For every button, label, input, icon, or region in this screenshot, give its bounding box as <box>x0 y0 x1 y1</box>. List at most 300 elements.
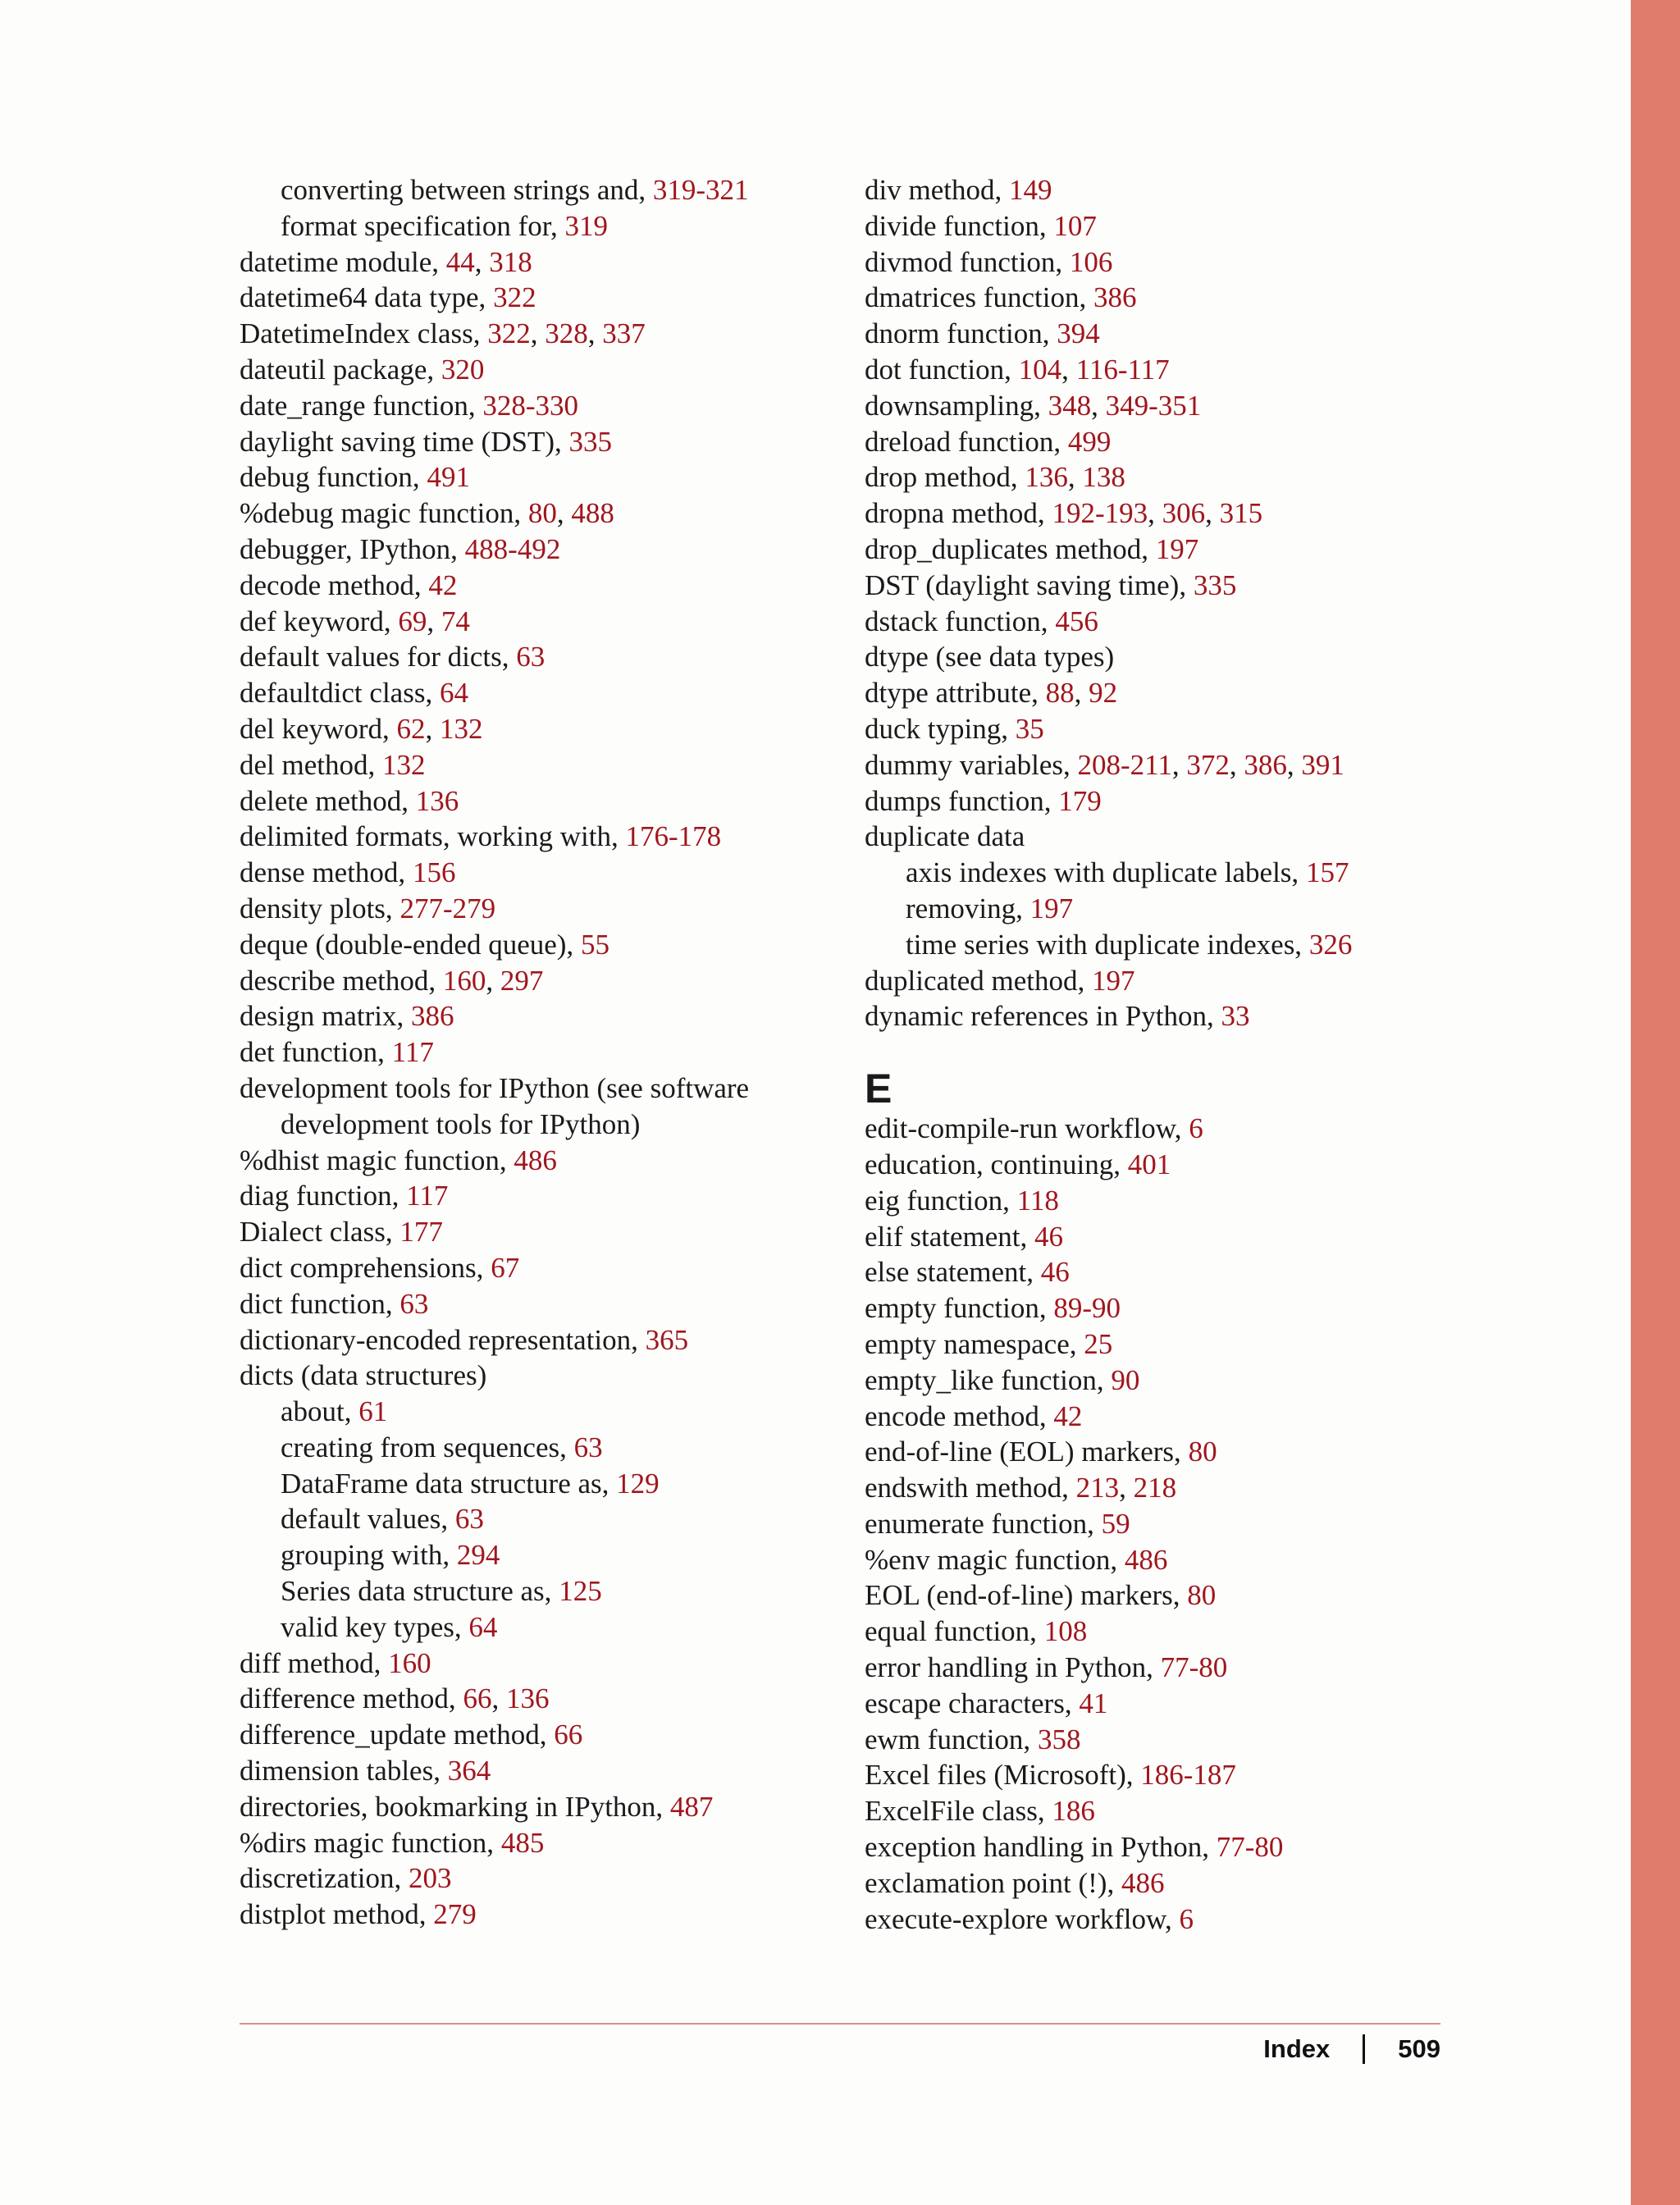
page-reference-link[interactable]: 322 <box>487 317 531 350</box>
page-reference-link[interactable]: 160 <box>442 964 486 997</box>
index-term: drop_duplicates method, <box>865 532 1156 565</box>
page-reference-link[interactable]: 337 <box>602 317 646 350</box>
index-term: duplicate data <box>865 820 1025 853</box>
page-reference-link[interactable]: 25 <box>1084 1327 1113 1360</box>
index-term: datetime module, <box>240 245 446 278</box>
index-term: distplot method, <box>240 1898 434 1931</box>
page-reference-link[interactable]: 328 <box>545 317 588 350</box>
index-subentry <box>240 208 830 244</box>
index-term: daylight saving time (DST), <box>240 425 569 458</box>
index-entry <box>240 1825 830 1861</box>
page-reference-link[interactable]: 488 <box>571 497 614 530</box>
page-separator: , <box>486 964 500 997</box>
index-term: encode method, <box>865 1399 1054 1432</box>
page-reference-link[interactable]: 80 <box>1187 1579 1217 1612</box>
index-term: error handling in Python, <box>865 1651 1161 1684</box>
page-reference-link[interactable]: 6 <box>1179 1902 1194 1935</box>
page-reference-link[interactable]: 197 <box>1092 964 1135 997</box>
page-reference-link[interactable]: 63 <box>454 1503 484 1536</box>
index-term: elif statement, <box>865 1220 1035 1253</box>
page-separator: , <box>1286 748 1302 781</box>
page-reference-link[interactable]: 106 <box>1069 245 1113 278</box>
index-entry <box>240 1071 830 1107</box>
index-term: dtype attribute, <box>865 677 1046 710</box>
index-term: empty namespace, <box>865 1327 1084 1360</box>
right-d-entries <box>865 172 1603 1034</box>
page-reference-link[interactable]: 391 <box>1301 748 1344 781</box>
index-term: escape characters, <box>865 1687 1080 1719</box>
page-reference-link[interactable]: 203 <box>409 1862 452 1895</box>
index-entry <box>865 280 1603 316</box>
page-reference-link[interactable]: 386 <box>411 1000 454 1033</box>
page-reference-link[interactable]: 6 <box>1189 1112 1203 1145</box>
page-reference-link[interactable]: 117 <box>391 1036 434 1069</box>
index-entry <box>240 1322 830 1358</box>
page-reference-link[interactable]: 62 <box>396 712 426 745</box>
index-entry <box>240 1789 830 1825</box>
page-reference-link[interactable]: 90 <box>1111 1363 1140 1396</box>
index-entry <box>865 1650 1603 1686</box>
index-term: enumerate function, <box>865 1507 1102 1540</box>
index-term: ExcelFile class, <box>865 1795 1052 1828</box>
index-entry <box>865 1686 1603 1722</box>
index-term: dicts (data structures) <box>240 1359 487 1392</box>
index-entry <box>865 1865 1603 1901</box>
index-term: drop method, <box>865 461 1025 494</box>
index-entry <box>240 998 830 1034</box>
index-term: eig function, <box>865 1184 1017 1217</box>
page-reference-link[interactable]: 186 <box>1052 1795 1095 1828</box>
index-term: format specification for, <box>281 209 565 242</box>
page-reference-link[interactable]: 136 <box>1025 461 1068 494</box>
index-term: dict function, <box>240 1287 400 1320</box>
index-entry <box>865 495 1603 532</box>
index-entry <box>240 855 830 891</box>
index-entry <box>240 747 830 783</box>
index-subentry <box>240 1537 830 1573</box>
index-term: default values, <box>281 1503 455 1536</box>
index-entry <box>240 352 830 388</box>
page-reference-link[interactable]: 335 <box>568 425 612 458</box>
page-reference-link[interactable]: 349-351 <box>1105 389 1202 422</box>
index-term: empty function, <box>865 1292 1054 1325</box>
footer-rule <box>240 2023 1440 2025</box>
index-entry <box>240 1860 830 1897</box>
index-term: edit-compile-run workflow, <box>865 1112 1189 1145</box>
page-reference-link[interactable]: 63 <box>573 1431 603 1463</box>
page-reference-link[interactable]: 328-330 <box>482 389 579 422</box>
index-term: default values for dicts, <box>240 641 517 673</box>
page-reference-link[interactable]: 107 <box>1053 209 1097 242</box>
index-term: else statement, <box>865 1256 1041 1289</box>
page-separator: , <box>1061 353 1076 386</box>
page-reference-link[interactable]: 44 <box>445 245 475 278</box>
index-entry <box>240 1178 830 1214</box>
footer-separator <box>1363 2034 1365 2064</box>
page-reference-link[interactable]: 364 <box>447 1755 491 1787</box>
index-entry <box>865 352 1603 388</box>
index-term: DST (daylight saving time), <box>865 568 1194 601</box>
page-reference-link[interactable]: 192-193 <box>1052 497 1148 530</box>
index-entry <box>865 998 1603 1034</box>
page-reference-link[interactable]: 42 <box>1053 1399 1083 1432</box>
index-term: date_range function, <box>240 389 483 422</box>
page-reference-link[interactable]: 213 <box>1075 1472 1120 1504</box>
page-reference-link[interactable]: 326 <box>1308 928 1353 961</box>
page-reference-link[interactable]: 319-321 <box>652 174 749 206</box>
page-reference-link[interactable]: 358 <box>1037 1723 1081 1755</box>
index-term: dmatrices function, <box>865 281 1093 314</box>
page-reference-link[interactable]: 138 <box>1082 461 1125 494</box>
index-term: dreload function, <box>865 425 1068 458</box>
page-reference-link[interactable]: 486 <box>1124 1543 1168 1576</box>
index-entry <box>865 1111 1603 1147</box>
index-term: %debug magic function, <box>240 497 528 530</box>
page-reference-link[interactable]: 179 <box>1058 784 1102 817</box>
index-term: dictionary-encoded representation, <box>240 1323 646 1356</box>
page-reference-link[interactable]: 319 <box>564 209 609 242</box>
index-term: del method, <box>240 748 382 781</box>
page-reference-link[interactable]: 279 <box>433 1898 477 1931</box>
index-entry <box>865 568 1603 604</box>
index-entry <box>865 1829 1603 1865</box>
index-column-right <box>865 172 1603 1937</box>
index-subentry <box>240 1430 830 1466</box>
index-term: creating from sequences, <box>281 1431 574 1463</box>
page-reference-link[interactable]: 218 <box>1133 1472 1177 1504</box>
page-reference-link[interactable]: 77-80 <box>1216 1831 1284 1864</box>
page-reference-link[interactable]: 66 <box>554 1719 583 1751</box>
page-reference-link[interactable]: 64 <box>468 1610 498 1643</box>
index-entry <box>240 280 830 316</box>
page-reference-link[interactable]: 491 <box>427 461 470 494</box>
page-reference-link[interactable]: 156 <box>412 856 456 889</box>
footer-section-label: Index <box>1263 2034 1331 2063</box>
page-reference-link[interactable]: 59 <box>1101 1507 1130 1540</box>
page-reference-link[interactable]: 88 <box>1045 677 1075 710</box>
page-reference-link[interactable]: 136 <box>505 1682 550 1715</box>
index-entry <box>240 604 830 640</box>
page-reference-link[interactable]: 80 <box>1188 1436 1217 1468</box>
page-reference-link[interactable]: 160 <box>388 1646 431 1679</box>
page-separator: , <box>1074 677 1089 710</box>
index-term: diff method, <box>240 1646 389 1679</box>
page-reference-link[interactable]: 64 <box>439 677 468 710</box>
page-reference-link[interactable]: 89-90 <box>1053 1292 1121 1325</box>
page-reference-link[interactable]: 149 <box>1008 174 1052 206</box>
index-entry <box>865 963 1603 999</box>
page-reference-link[interactable]: 486 <box>514 1144 557 1176</box>
page-reference-link[interactable]: 42 <box>428 568 458 601</box>
index-term: duplicated method, <box>865 964 1093 997</box>
index-entry <box>240 244 830 281</box>
index-term: design matrix, <box>240 1000 411 1033</box>
page-reference-link[interactable]: 348 <box>1048 389 1092 422</box>
page-reference-link[interactable]: 46 <box>1040 1256 1070 1289</box>
page-reference-link[interactable]: 487 <box>669 1790 714 1823</box>
index-subentry <box>240 1573 830 1609</box>
index-term: about, <box>281 1395 359 1428</box>
index-term: %dirs magic function, <box>240 1826 501 1859</box>
page-reference-link[interactable]: 35 <box>1015 712 1044 745</box>
index-entry <box>865 1757 1603 1793</box>
index-term: difference method, <box>240 1682 463 1715</box>
right-e-entries <box>865 1111 1603 1937</box>
index-subentry <box>240 1501 830 1537</box>
page-reference-link[interactable]: 63 <box>399 1287 429 1320</box>
index-term: det function, <box>240 1036 392 1069</box>
index-entry <box>865 1506 1603 1542</box>
index-column-left <box>240 172 830 1933</box>
index-term: %env magic function, <box>865 1543 1125 1576</box>
page-separator: , <box>1171 748 1187 781</box>
index-entry <box>865 1147 1603 1183</box>
page-reference-link[interactable]: 386 <box>1244 748 1287 781</box>
index-term: DatetimeIndex class, <box>240 317 488 350</box>
index-entry <box>865 459 1603 495</box>
page-reference-link[interactable]: 335 <box>1193 568 1237 601</box>
page-separator: , <box>425 712 440 745</box>
index-entry <box>865 1577 1603 1614</box>
index-term: delete method, <box>240 784 416 817</box>
page-reference-link[interactable]: 61 <box>358 1395 388 1428</box>
index-term: development tools for IPython (see software <box>240 1071 750 1104</box>
index-entry <box>240 1681 830 1717</box>
page-separator: , <box>1119 1472 1134 1504</box>
index-entry <box>240 532 830 568</box>
index-entry <box>240 1897 830 1933</box>
index-term: development tools for IPython) <box>281 1107 641 1140</box>
index-term: dropna method, <box>865 497 1052 530</box>
page-reference-link[interactable]: 394 <box>1057 317 1100 350</box>
index-subentry <box>865 927 1603 963</box>
page-reference-link[interactable]: 92 <box>1089 677 1118 710</box>
page-reference-link[interactable]: 318 <box>489 245 532 278</box>
page-reference-link[interactable]: 306 <box>1162 497 1206 530</box>
index-term: dateutil package, <box>240 353 441 386</box>
index-entry <box>865 316 1603 352</box>
index-entry <box>240 495 830 532</box>
index-entry <box>865 1399 1603 1435</box>
index-subentry <box>865 891 1603 927</box>
index-term: dtype (see data types) <box>865 641 1115 673</box>
page-reference-link[interactable]: 488-492 <box>464 532 561 565</box>
page-reference-link[interactable]: 67 <box>491 1251 520 1284</box>
page-reference-link[interactable]: 315 <box>1219 497 1263 530</box>
index-subentry <box>865 855 1603 891</box>
page-reference-link[interactable]: 401 <box>1127 1148 1171 1180</box>
index-term: deque (double-ended queue), <box>240 928 581 961</box>
index-entry <box>865 1363 1603 1399</box>
index-entry <box>240 1107 830 1143</box>
page-reference-link[interactable]: 116-117 <box>1075 353 1170 386</box>
index-term: valid key types, <box>281 1610 469 1643</box>
page-reference-link[interactable]: 365 <box>645 1323 689 1356</box>
page-reference-link[interactable]: 129 <box>616 1467 660 1500</box>
index-term: converting between strings and, <box>281 174 653 206</box>
page-reference-link[interactable]: 66 <box>463 1682 492 1715</box>
page-reference-link[interactable]: 456 <box>1055 605 1098 637</box>
index-entry <box>240 1286 830 1322</box>
index-term: del keyword, <box>240 712 397 745</box>
index-entry <box>865 424 1603 460</box>
index-term: axis indexes with duplicate labels, <box>906 856 1306 889</box>
index-term: empty_like function, <box>865 1363 1112 1396</box>
index-entry <box>865 1793 1603 1829</box>
page-reference-link[interactable]: 372 <box>1186 748 1230 781</box>
index-entry <box>240 424 830 460</box>
index-term: %dhist magic function, <box>240 1144 514 1176</box>
index-term: grouping with, <box>281 1539 457 1572</box>
index-entry <box>865 172 1603 208</box>
index-term: ewm function, <box>865 1723 1038 1755</box>
page-reference-link[interactable]: 77-80 <box>1160 1651 1228 1684</box>
index-entry <box>865 1183 1603 1219</box>
page-reference-link[interactable]: 499 <box>1067 425 1112 458</box>
index-entry <box>865 244 1603 281</box>
index-entry <box>865 1219 1603 1255</box>
index-term: Series data structure as, <box>281 1575 559 1608</box>
index-entry <box>865 1290 1603 1326</box>
index-term: dot function, <box>865 353 1019 386</box>
index-entry <box>865 1614 1603 1650</box>
index-term: dstack function, <box>865 605 1056 637</box>
index-entry <box>865 208 1603 244</box>
page-reference-link[interactable]: 132 <box>382 748 426 781</box>
index-entry <box>865 639 1603 675</box>
page-reference-link[interactable]: 186-187 <box>1140 1759 1236 1792</box>
index-term: execute-explore workflow, <box>865 1902 1180 1935</box>
page-reference-link[interactable]: 63 <box>516 641 546 673</box>
index-entry <box>865 532 1603 568</box>
index-term: dummy variables, <box>865 748 1078 781</box>
page-separator: , <box>530 317 546 350</box>
index-entry <box>240 1717 830 1753</box>
index-term: downsampling, <box>865 389 1048 422</box>
page-reference-link[interactable]: 277-279 <box>399 892 496 924</box>
index-term: dense method, <box>240 856 413 889</box>
page-reference-link[interactable]: 136 <box>415 784 459 817</box>
page-separator: , <box>427 605 441 637</box>
page-reference-link[interactable]: 485 <box>500 1826 545 1859</box>
index-term: difference_update method, <box>240 1719 555 1751</box>
page-reference-link[interactable]: 104 <box>1018 353 1062 386</box>
page-reference-link[interactable]: 294 <box>456 1539 500 1572</box>
page-separator: , <box>1148 497 1162 530</box>
page-reference-link[interactable]: 117 <box>406 1180 449 1212</box>
index-entry <box>865 1254 1603 1290</box>
page-separator: , <box>491 1682 506 1715</box>
index-entry <box>865 604 1603 640</box>
index-entry <box>240 783 830 819</box>
page-reference-link[interactable]: 55 <box>580 928 609 961</box>
index-subentry <box>240 1609 830 1646</box>
index-term: describe method, <box>240 964 443 997</box>
page-separator: , <box>1229 748 1244 781</box>
index-term: Dialect class, <box>240 1216 400 1249</box>
index-entry <box>240 711 830 747</box>
index-term: dynamic references in Python, <box>865 1000 1221 1033</box>
index-entry <box>240 1753 830 1789</box>
index-entry <box>865 675 1603 711</box>
index-term: duck typing, <box>865 712 1016 745</box>
page-reference-link[interactable]: 125 <box>559 1575 602 1608</box>
page-reference-link[interactable]: 108 <box>1043 1615 1088 1648</box>
index-entry <box>240 1034 830 1071</box>
page-separator: , <box>474 245 490 278</box>
page-reference-link[interactable]: 386 <box>1093 281 1137 314</box>
index-entry <box>865 1470 1603 1506</box>
index-term: directories, bookmarking in IPython, <box>240 1790 670 1823</box>
index-term: divmod function, <box>865 245 1070 278</box>
index-entry <box>240 639 830 675</box>
index-entry <box>865 819 1603 855</box>
index-term: dimension tables, <box>240 1755 448 1787</box>
index-term: education, continuing, <box>865 1148 1128 1180</box>
page-reference-link[interactable]: 46 <box>1034 1220 1064 1253</box>
page-reference-link[interactable]: 33 <box>1221 1000 1250 1033</box>
index-entry <box>240 568 830 604</box>
index-term: EOL (end-of-line) markers, <box>865 1579 1188 1612</box>
page-reference-link[interactable]: 80 <box>527 497 557 530</box>
page-reference-link[interactable]: 297 <box>500 964 544 997</box>
index-term: decode method, <box>240 568 429 601</box>
page-reference-link[interactable]: 486 <box>1121 1866 1165 1899</box>
index-subentry <box>240 172 830 208</box>
page-reference-link[interactable]: 177 <box>399 1216 443 1249</box>
index-entry <box>240 1143 830 1179</box>
index-term: exception handling in Python, <box>865 1831 1217 1864</box>
index-term: delimited formats, working with, <box>240 820 626 853</box>
page-reference-link[interactable]: 176-178 <box>625 820 722 853</box>
page-reference-link[interactable]: 157 <box>1305 856 1349 889</box>
index-term: discretization, <box>240 1862 409 1895</box>
index-term: time series with duplicate indexes, <box>906 928 1309 961</box>
index-term: diag function, <box>240 1180 407 1212</box>
index-term: dnorm function, <box>865 317 1057 350</box>
index-entry <box>865 388 1603 424</box>
index-entry <box>865 747 1603 783</box>
page-reference-link[interactable]: 74 <box>441 605 470 637</box>
page-reference-link[interactable]: 118 <box>1016 1184 1059 1217</box>
index-entry <box>240 1358 830 1394</box>
index-term: div method, <box>865 174 1009 206</box>
index-entry <box>240 891 830 927</box>
index-entry <box>865 1326 1603 1363</box>
page-reference-link[interactable]: 69 <box>398 605 427 637</box>
page-reference-link[interactable]: 41 <box>1079 1687 1108 1719</box>
index-term: Excel files (Microsoft), <box>865 1759 1141 1792</box>
index-entry <box>240 388 830 424</box>
page-reference-link[interactable]: 197 <box>1029 892 1074 924</box>
index-term: end-of-line (EOL) markers, <box>865 1436 1189 1468</box>
index-term: endswith method, <box>865 1472 1076 1504</box>
page-reference-link[interactable]: 132 <box>439 712 483 745</box>
page-reference-link[interactable]: 197 <box>1155 532 1199 565</box>
index-term: dumps function, <box>865 784 1059 817</box>
index-entry <box>240 1250 830 1286</box>
section-letter-heading: E <box>865 1066 892 1112</box>
page-reference-link[interactable]: 322 <box>493 281 536 314</box>
page-reference-link[interactable]: 208-211 <box>1077 748 1172 781</box>
page-separator: , <box>1067 461 1083 494</box>
page-separator: , <box>1205 497 1220 530</box>
page-edge-bar <box>1631 0 1680 2205</box>
page-separator: , <box>556 497 572 530</box>
page-reference-link[interactable]: 320 <box>441 353 485 386</box>
footer-page-number: 509 <box>1398 2034 1440 2063</box>
index-entry <box>240 1214 830 1250</box>
